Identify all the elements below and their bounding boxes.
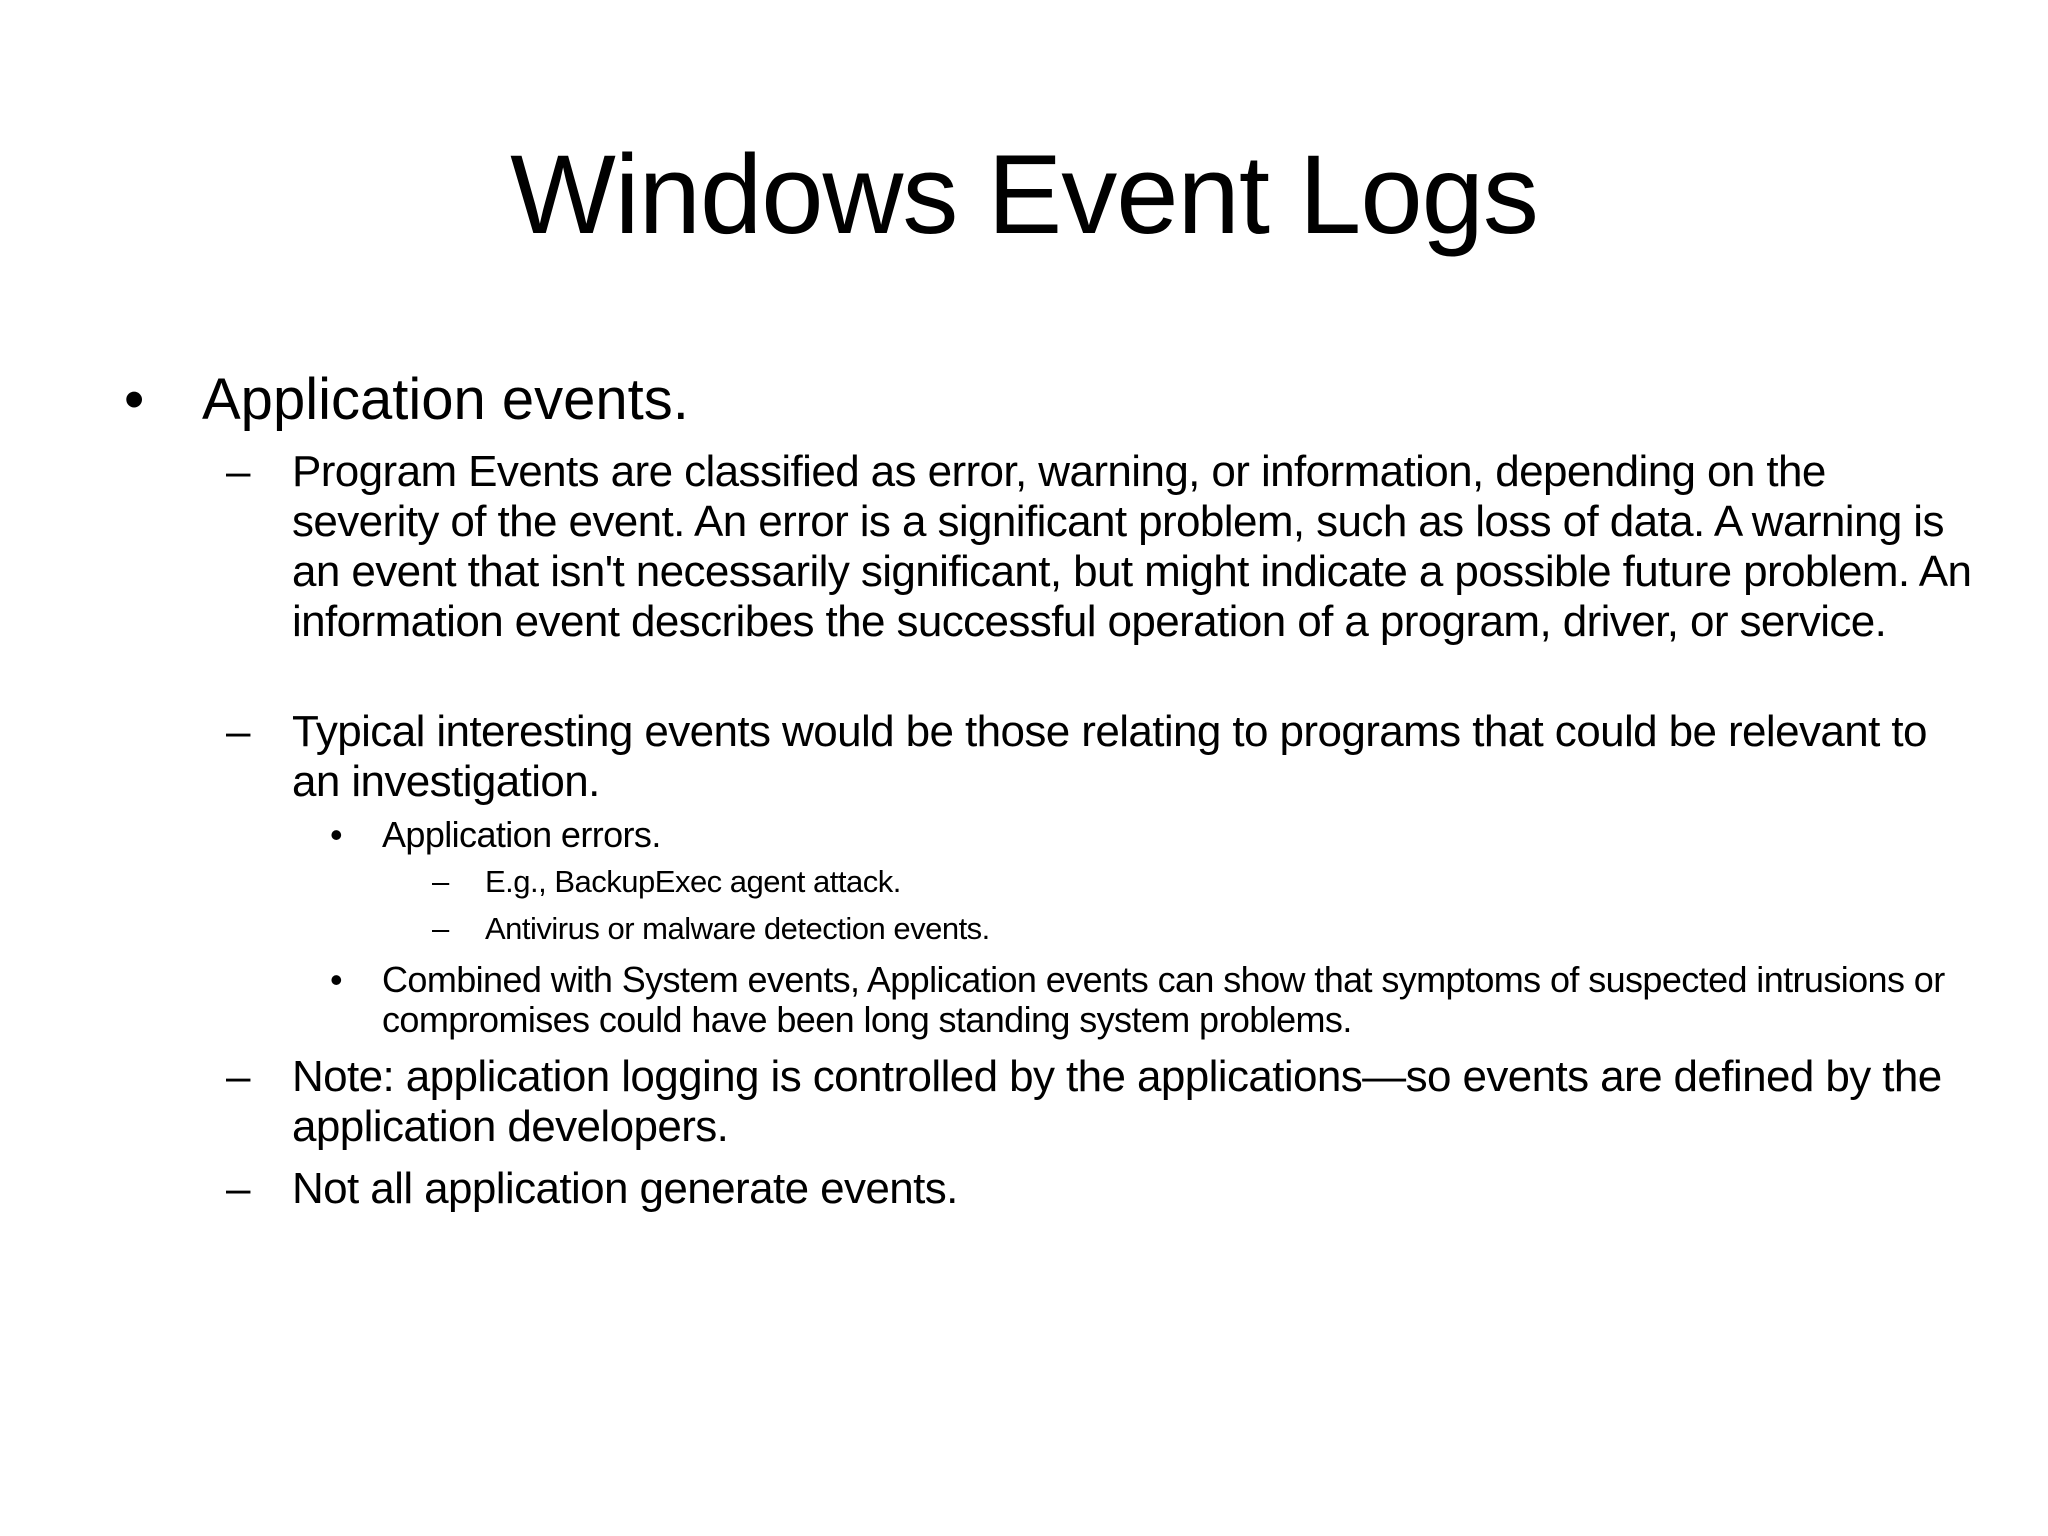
- bullet-text: Program Events are classified as error, warning, or information, depending on the severity of the event. An error is a significant problem, such as loss of data. A warning is an event that isn't necessarily significant, but might indicate a possible future problem. An information event describes the successful operation of a program, driver, or service.: [292, 447, 1972, 646]
- bullet-text: Application errors.: [382, 814, 661, 855]
- bullet-text: E.g., BackupExec agent attack.: [485, 864, 901, 899]
- dash-icon: –: [226, 1052, 251, 1101]
- dash-icon: –: [226, 1164, 251, 1213]
- bullet-dot-icon: •: [330, 814, 343, 855]
- dash-icon: –: [226, 707, 251, 756]
- slide-title: Windows Event Logs: [510, 132, 1538, 257]
- dash-icon: –: [432, 864, 450, 899]
- bullet-dot-icon: •: [124, 367, 145, 432]
- dash-icon: –: [432, 911, 450, 946]
- bullet-text: Combined with System events, Application events can show that symptoms of suspected intrusions or compromises could have been long standing system problems.: [382, 959, 1945, 1040]
- bullet-text: Not all application generate events.: [292, 1164, 958, 1213]
- bullet-text: Application events.: [202, 367, 689, 432]
- bullet-text: Typical interesting events would be those relating to programs that could be relevant to an investigation.: [292, 707, 1927, 806]
- bullet-dot-icon: •: [330, 959, 343, 1000]
- bullet-text: Antivirus or malware detection events.: [485, 911, 990, 946]
- bullet-text: Note: application logging is controlled by the applications—so events are defined by the application developers.: [292, 1052, 1942, 1151]
- dash-icon: –: [226, 447, 251, 496]
